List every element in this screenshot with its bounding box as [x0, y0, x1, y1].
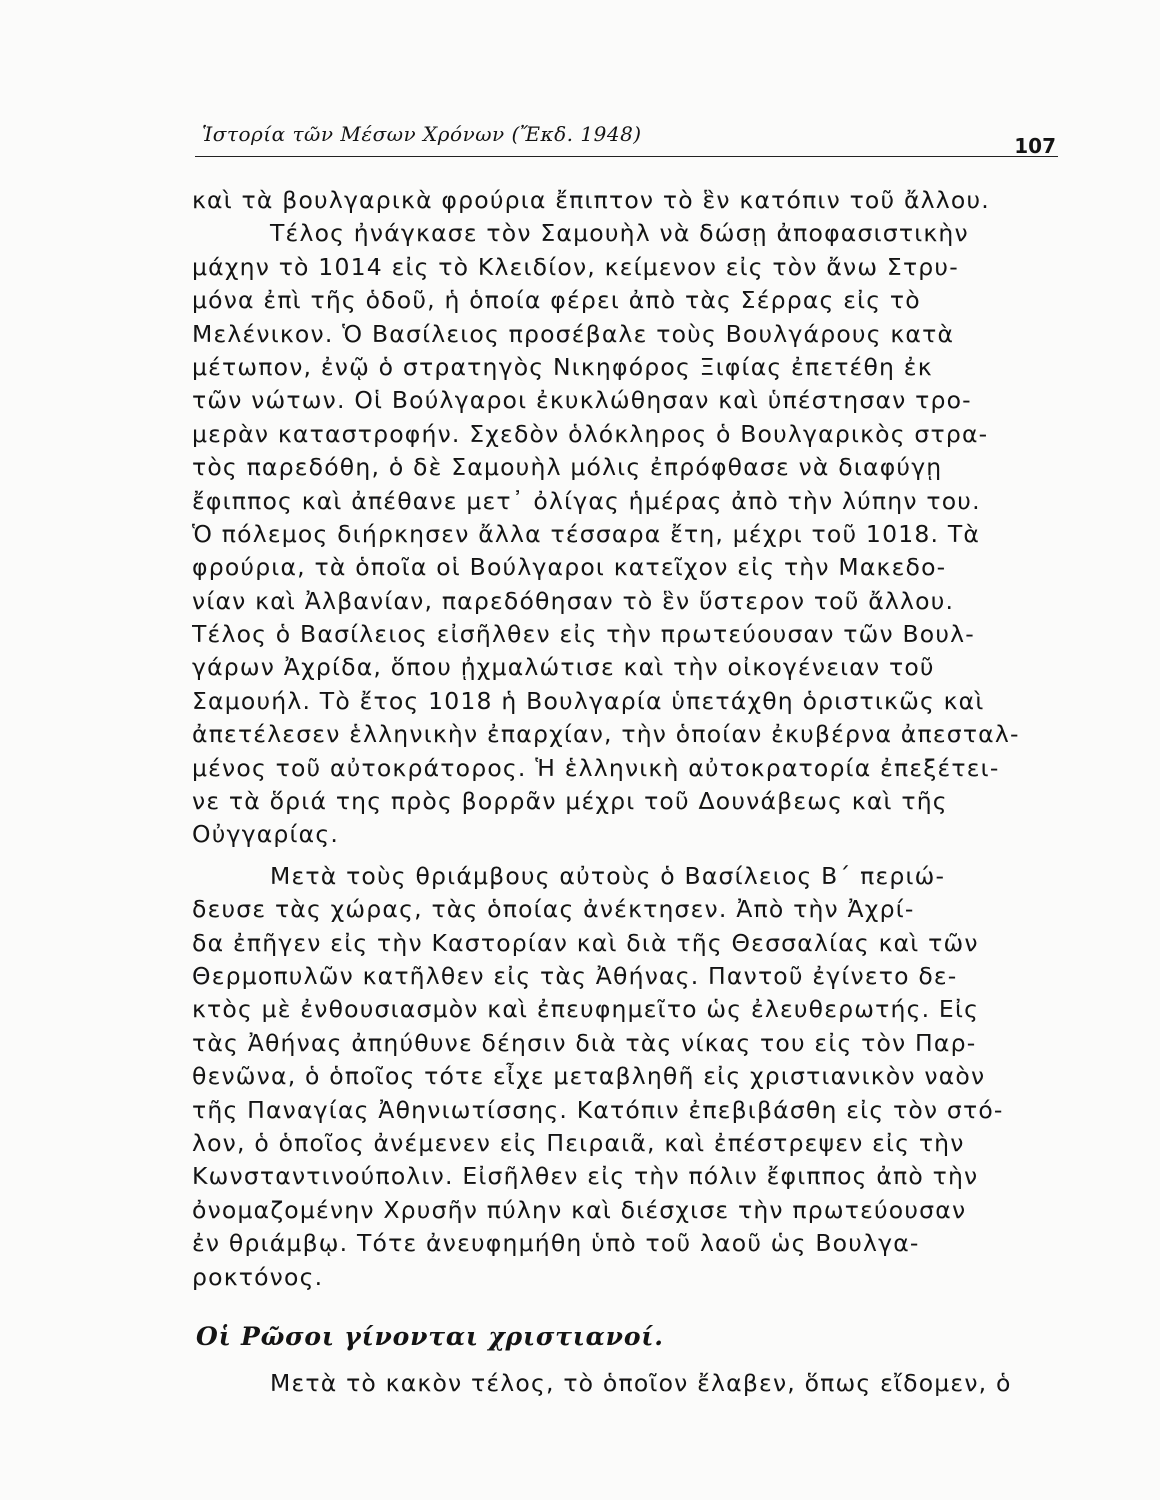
text-line: τῶν νώτων. Οἱ Βούλγαροι ἐκυκλώθησαν καὶ ὑπέστησαν τρο-: [192, 386, 972, 415]
section-heading: Οἱ Ρῶσοι γίνονται χριστιανοί.: [196, 1321, 664, 1351]
page-number: 107: [1014, 134, 1056, 158]
text-line: ἀπετέλεσεν ἑλληνικὴν ἐπαρχίαν, τὴν ὁποίαν ἐκυβέρνα ἀπεσταλ-: [192, 720, 1020, 749]
text-line: Οὐγγαρίας.: [192, 820, 340, 849]
text-line: καὶ τὰ βουλγαρικὰ φρούρια ἔπιπτον τὸ ἓν κατόπιν τοῦ ἄλλου.: [192, 186, 990, 214]
header-rule: [195, 156, 1058, 157]
text-line: Μετὰ τὸ κακὸν τέλος, τὸ ὁποῖον ἔλαβεν, ὅπως εἴδομεν, ὁ: [270, 1369, 1012, 1398]
text-line: μέτωπον, ἐνῷ ὁ στρατηγὸς Νικηφόρος Ξιφίας ἐπετέθη ἐκ: [192, 352, 933, 381]
text-line: κτὸς μὲ ἐνθουσιασμὸν καὶ ἐπευφημεῖτο ὡς ἐλευθερωτής. Εἰς: [192, 995, 980, 1024]
text-line: Τέλος ἠνάγκασε τὸν Σαμουὴλ νὰ δώσῃ ἀποφασιστικὴν: [270, 219, 969, 248]
text-line: Κωνσταντινούπολιν. Εἰσῆλθεν εἰς τὴν πόλιν ἔφιππος ἀπὸ τὴν: [192, 1162, 979, 1191]
text-line: τὰς Ἀθήνας ἀπηύθυνε δέησιν διὰ τὰς νίκας του εἰς τὸν Παρ-: [192, 1028, 977, 1057]
text-line: δευσε τὰς χώρας, τὰς ὁποίας ἀνέκτησεν. Ἀπὸ τὴν Ἀχρί-: [192, 895, 915, 924]
paragraph-1: [192, 184, 1058, 852]
text-line: λον, ὁ ὁποῖος ἀνέμενεν εἰς Πειραιᾶ, καὶ ἐπέστρεψεν εἰς τὴν: [192, 1128, 965, 1157]
running-header: [200, 122, 1056, 156]
text-line: νίαν καὶ Ἀλβανίαν, παρεδόθησαν τὸ ἓν ὕστερον τοῦ ἄλλου.: [192, 586, 955, 615]
text-line: νε τὰ ὅριά της πρὸς βορρᾶν μέχρι τοῦ Δουνάβεως καὶ τῆς: [192, 787, 948, 816]
text-line: γάρων Ἀχρίδα, ὅπου ᾐχμαλώτισε καὶ τὴν οἰκογένειαν τοῦ: [192, 653, 935, 682]
text-line: Θερμοπυλῶν κατῆλθεν εἰς τὰς Ἀθήνας. Παντοῦ ἐγίνετο δε-: [192, 961, 958, 990]
text-line: Τέλος ὁ Βασίλειος εἰσῆλθεν εἰς τὴν πρωτεύουσαν τῶν Βουλ-: [192, 620, 975, 649]
text-line: Ὁ πόλεμος διήρκησεν ἄλλα τέσσαρα ἔτη, μέχρι τοῦ 1018. Τὰ: [192, 519, 981, 548]
body-text: [192, 184, 1058, 1401]
text-line: ὀνομαζομένην Χρυσῆν πύλην καὶ διέσχισε τὴν πρωτεύουσαν: [192, 1195, 967, 1224]
text-line: μόνα ἐπὶ τῆς ὁδοῦ, ἡ ὁποία φέρει ἀπὸ τὰς Σέρρας εἰς τὸ: [192, 286, 921, 315]
text-line: ἔφιππος καὶ ἀπέθανε μετ᾽ ὀλίγας ἡμέρας ἀπὸ τὴν λύπην του.: [192, 486, 981, 515]
text-line: δα ἐπῆγεν εἰς τὴν Καστορίαν καὶ διὰ τῆς Θεσσαλίας καὶ τῶν: [192, 928, 979, 957]
text-line: μάχην τὸ 1014 εἰς τὸ Κλειδίον, κείμενον εἰς τὸν ἄνω Στρυ-: [192, 252, 959, 281]
text-line: μερὰν καταστροφήν. Σχεδὸν ὁλόκληρος ὁ Βουλγαρικὸς στρα-: [192, 419, 989, 448]
text-line: μένος τοῦ αὐτοκράτορος. Ἡ ἑλληνικὴ αὐτοκρατορία ἐπεξέτει-: [192, 753, 1000, 782]
text-line: Σαμουήλ. Τὸ ἔτος 1018 ἡ Βουλγαρία ὑπετάχθη ὁριστικῶς καὶ: [192, 686, 985, 715]
text-line: τῆς Παναγίας Ἀθηνιωτίσσης. Κατόπιν ἐπεβιβάσθη εἰς τὸν στό-: [192, 1095, 1004, 1124]
text-line: Μελένικον. Ὁ Βασίλειος προσέβαλε τοὺς Βουλγάρους κατὰ: [192, 319, 955, 348]
text-line: ἐν θριάμβῳ. Τότε ἀνευφημήθη ὑπὸ τοῦ λαοῦ ὡς Βουλγα-: [192, 1229, 920, 1258]
text-line: φρούρια, τὰ ὁποῖα οἱ Βούλγαροι κατεῖχον εἰς τὴν Μακεδο-: [192, 553, 947, 582]
paragraph-3: [192, 1367, 1058, 1400]
text-line: Μετὰ τοὺς θριάμβους αὐτοὺς ὁ Βασίλειος Β΄ περιώ-: [270, 861, 946, 890]
header-title: Ἱστορία τῶν Μέσων Χρόνων (Ἔκδ. 1948): [202, 122, 642, 146]
text-line: θενῶνα, ὁ ὁποῖος τότε εἶχε μεταβληθῆ εἰς χριστιανικὸν ναὸν: [192, 1062, 986, 1091]
paragraph-gap: [192, 852, 1058, 860]
paragraph-2: [192, 860, 1058, 1294]
text-line: τὸς παρεδόθη, ὁ δὲ Σαμουὴλ μόλις ἐπρόφθασε νὰ διαφύγῃ: [192, 453, 943, 482]
text-line: ροκτόνος.: [192, 1262, 324, 1291]
